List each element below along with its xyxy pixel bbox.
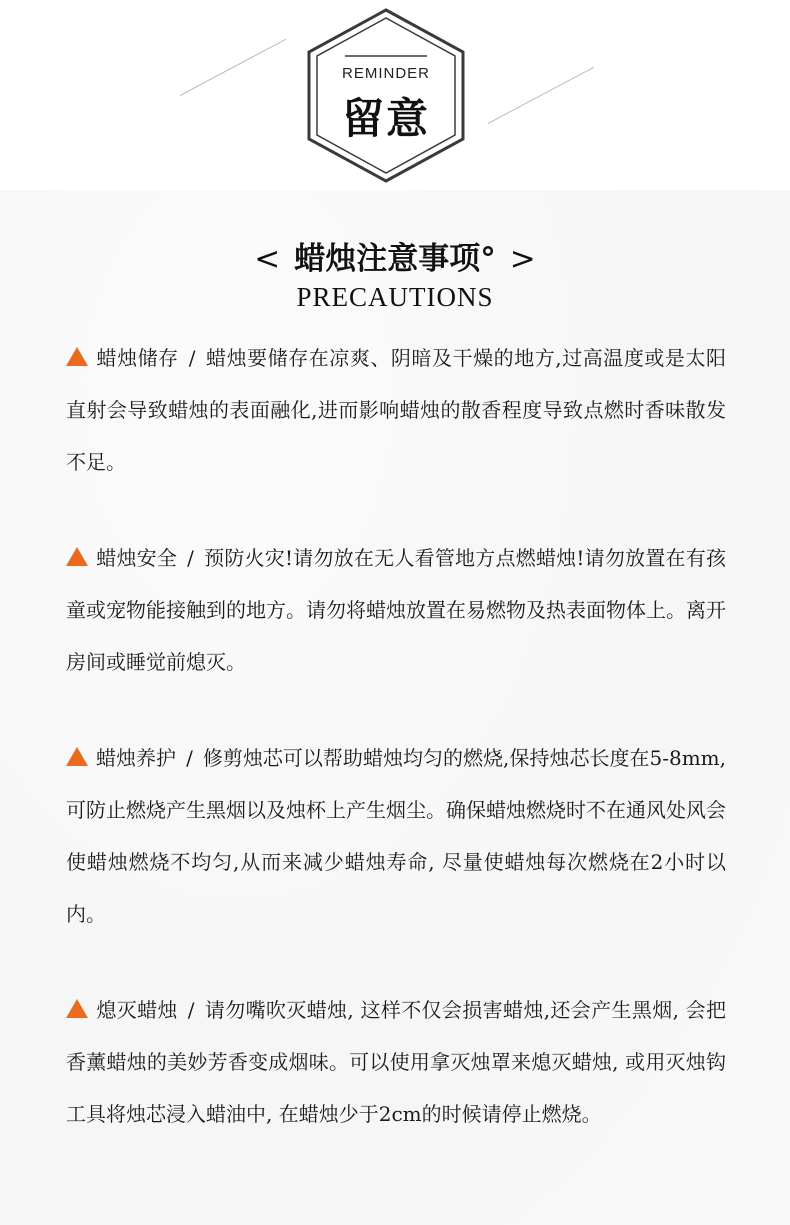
section-body: 蜡烛要储存在凉爽、阴暗及干燥的地方,过高温度或是太阳直射会导致蜡烛的表面融化,进而影响蜡烛的散香程度导致点燃时香味散发不足。 [66, 346, 727, 474]
section-separator: / [187, 998, 195, 1022]
section-heading: 熄灭蜡烛 [96, 998, 178, 1022]
section-extinguish [66, 984, 726, 1140]
warning-triangle-icon [66, 999, 88, 1018]
title-cn-text: 蜡烛注意事项° [294, 241, 496, 277]
section-paragraph [66, 732, 726, 940]
page-title [0, 233, 790, 278]
reminder-header [0, 0, 790, 190]
badge-label-cn: 留意 [341, 94, 430, 143]
section-separator: / [188, 346, 196, 370]
section-storage [66, 332, 726, 488]
reminder-badge [305, 8, 467, 183]
section-heading: 蜡烛储存 [96, 346, 179, 370]
section-care [66, 732, 726, 940]
title-bracket-left: < [254, 241, 281, 277]
section-body: 修剪烛芯可以帮助蜡烛均匀的燃烧,保持烛芯长度在5-8mm, 可防止燃烧产生黑烟以及烛杯上产生烟尘。确保蜡烛燃烧时不在通风处风会使蜡烛燃烧不均匀,从而来减少蜡烛寿命, 尽量使蜡烛每次燃烧在2小时以内。 [66, 746, 727, 926]
precautions-list [66, 332, 726, 1184]
section-body: 预防火灾!请勿放在无人看管地方点燃蜡烛!请勿放置在有孩童或宠物能接触到的地方。请勿将蜡烛放置在易燃物及热表面物体上。离开房间或睡觉前熄灭。 [66, 546, 727, 674]
section-paragraph [66, 332, 726, 488]
section-separator: / [187, 546, 194, 570]
section-paragraph [66, 532, 726, 688]
badge-label-en: REMINDER [341, 65, 430, 82]
section-heading: 蜡烛养护 [96, 746, 177, 770]
section-heading: 蜡烛安全 [96, 546, 178, 570]
page-subtitle: PRECAUTIONS [296, 282, 494, 312]
section-separator: / [186, 746, 193, 770]
title-bracket-right: > [509, 241, 536, 277]
section-safety [66, 532, 726, 688]
section-body: 请勿嘴吹灭蜡烛, 这样不仅会损害蜡烛,还会产生黑烟, 会把香薰蜡烛的美妙芳香变成烟味。可以使用拿灭烛罩来熄灭蜡烛, 或用灭烛钩工具将烛芯浸入蜡油中, 在蜡烛少于2cm的时候请停止燃烧。 [66, 998, 726, 1126]
decorative-line-right [488, 67, 594, 124]
warning-triangle-icon [66, 747, 88, 766]
warning-triangle-icon [66, 547, 88, 566]
section-paragraph [66, 984, 726, 1140]
warning-triangle-icon [66, 347, 88, 366]
decorative-line-left [180, 39, 286, 96]
